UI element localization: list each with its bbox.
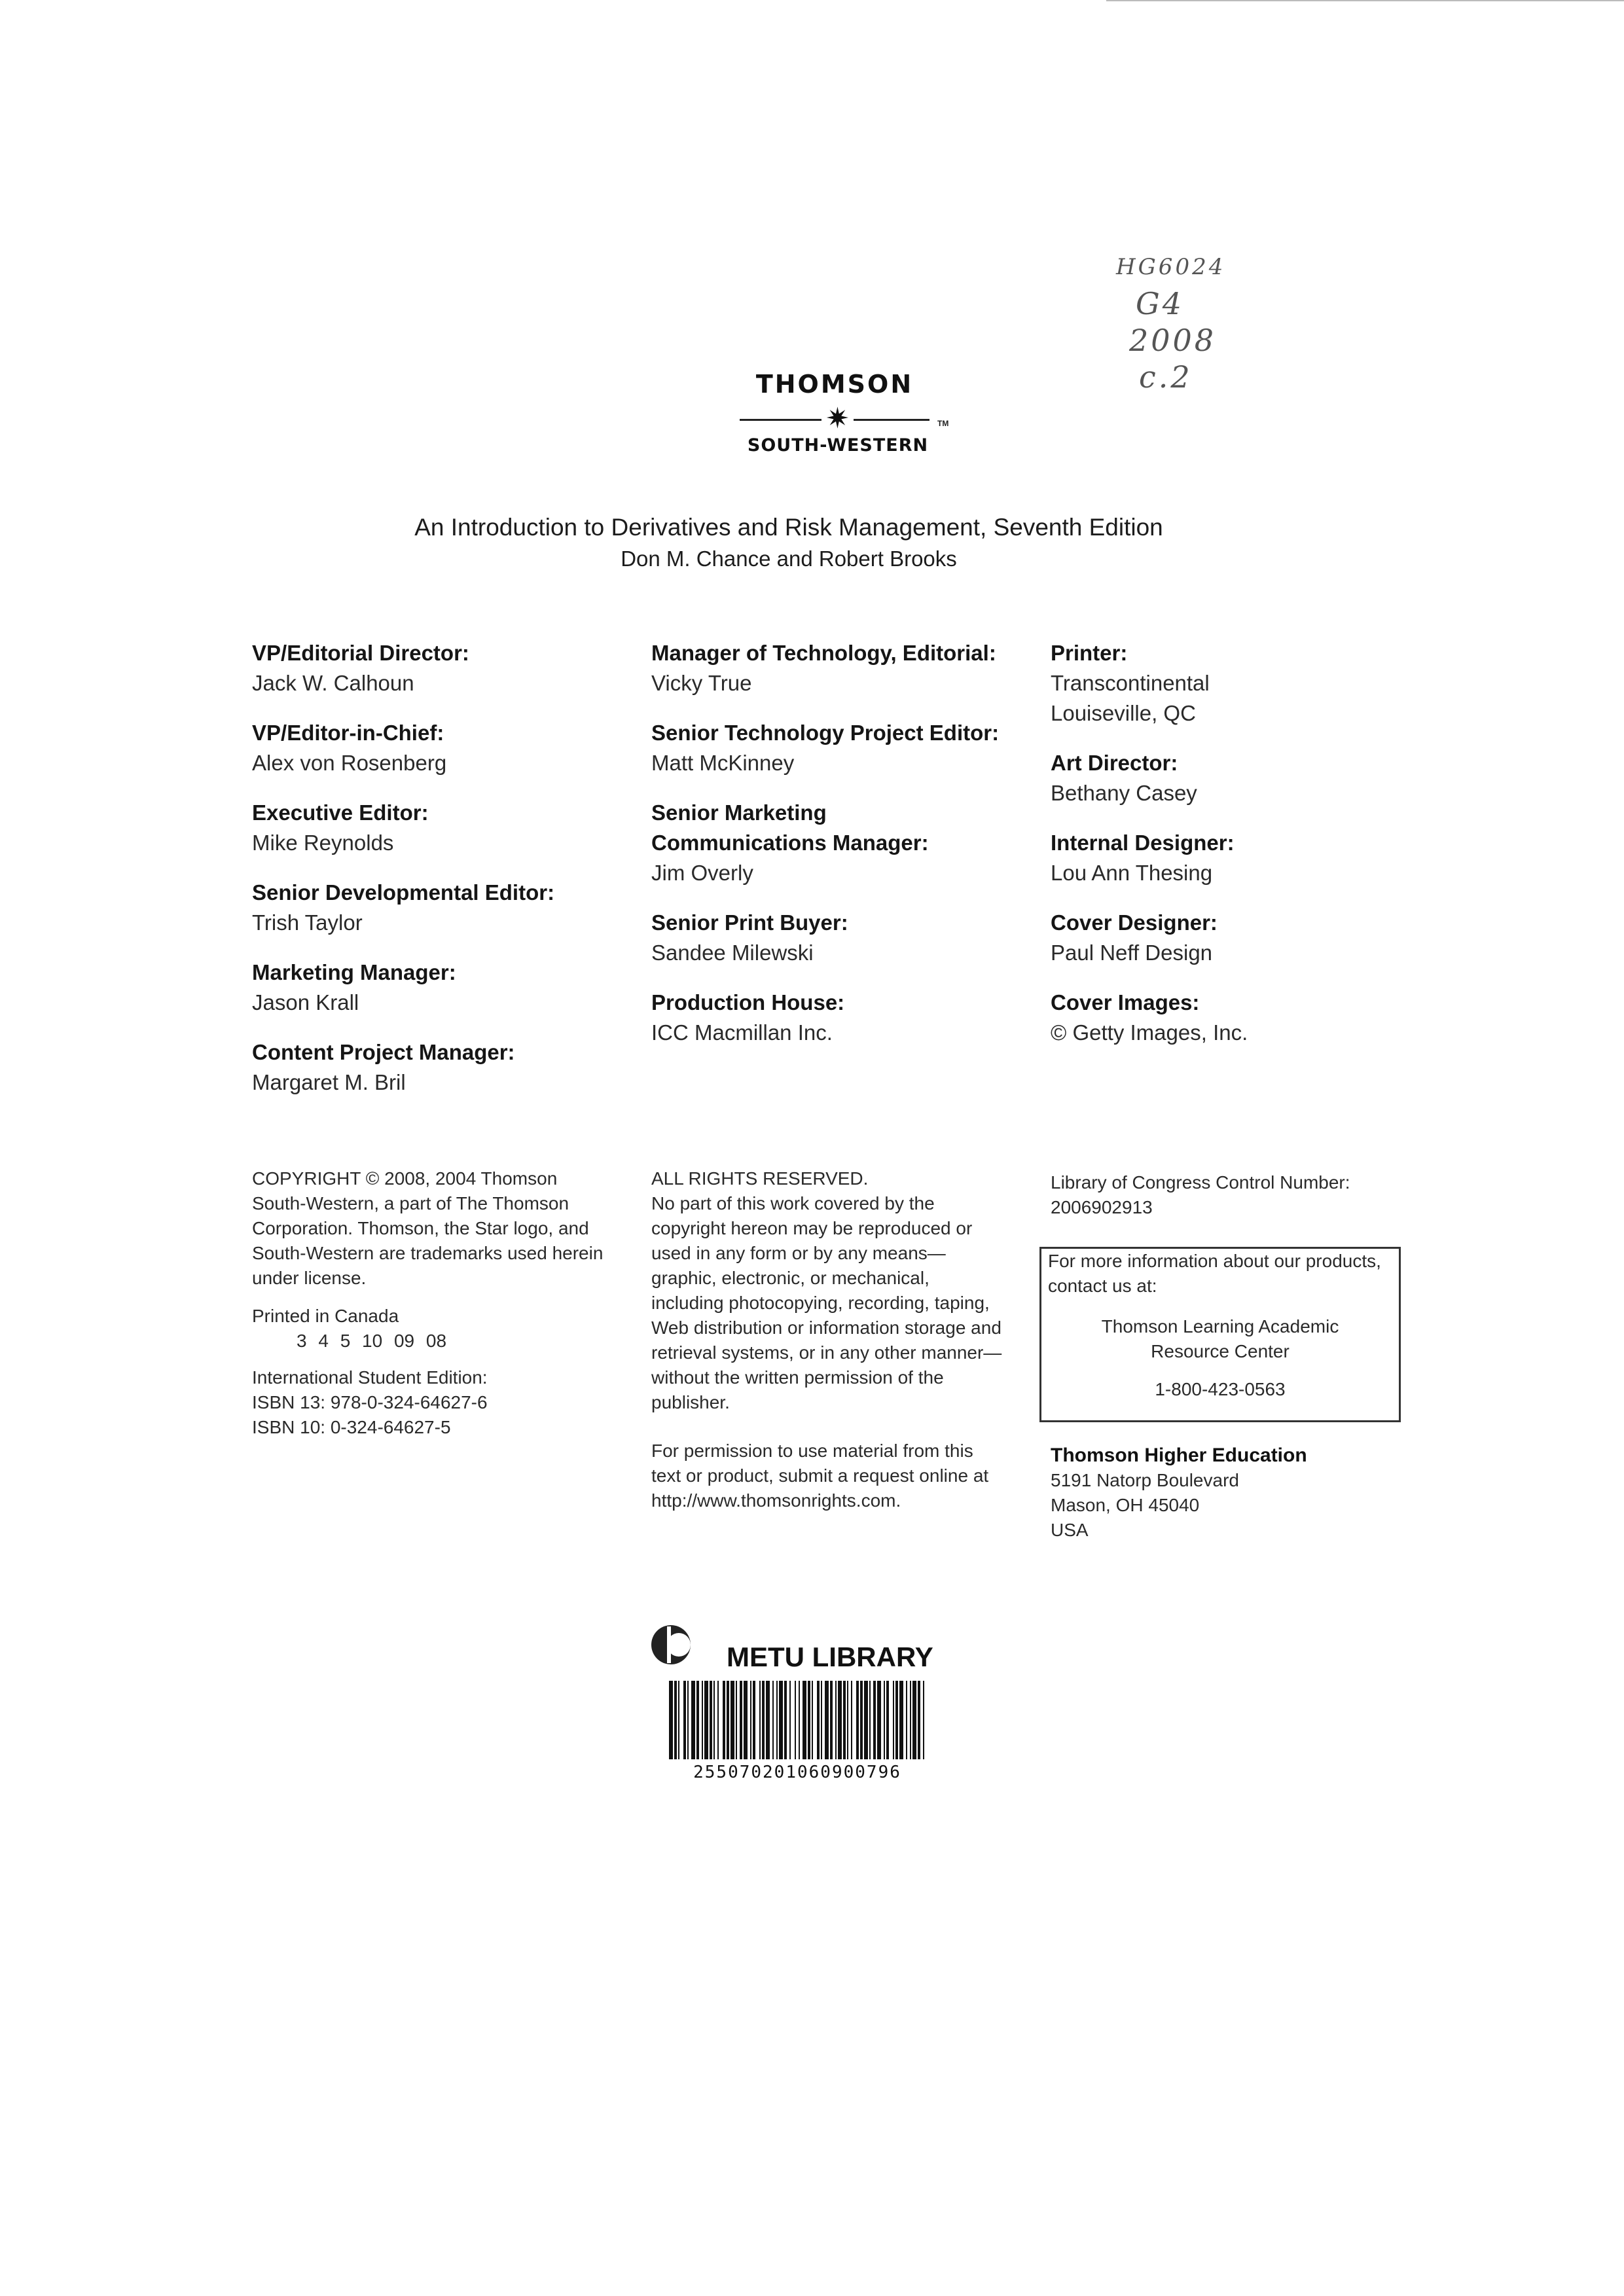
credit-role: Senior Marketing Communications Manager:: [651, 800, 929, 855]
credit-name: Jason Krall: [252, 990, 359, 1014]
credit-name: Alex von Rosenberg: [252, 751, 447, 775]
barcode-bar: [740, 1681, 742, 1759]
barcode-bar: [674, 1681, 677, 1759]
library-name: METU LIBRARY: [727, 1641, 933, 1672]
credit-name: Transcontinental: [1051, 671, 1210, 695]
credit-entry: [252, 798, 619, 858]
credit-entry: [651, 798, 1018, 888]
edition-label: International Student Edition:: [252, 1367, 488, 1388]
credit-role: VP/Editor-in-Chief:: [252, 721, 444, 745]
credit-name: Louiseville, QC: [1051, 701, 1196, 725]
info-box-center: Thomson Learning Academic Resource Center: [1101, 1316, 1339, 1361]
barcode-bar: [687, 1681, 689, 1759]
address-street: 5191 Natorp Boulevard: [1051, 1470, 1239, 1490]
credit-entry: [651, 718, 1018, 778]
copyright-block: [252, 1166, 605, 1440]
handwritten-line: G4: [1136, 286, 1185, 321]
credit-entry: [1051, 638, 1417, 728]
credit-entry: [252, 718, 619, 778]
barcode-bar: [812, 1681, 813, 1759]
loc-number: 2006902913: [1051, 1197, 1153, 1217]
address-city: Mason, OH 45040: [1051, 1495, 1200, 1515]
handwritten-line: 2008: [1129, 323, 1217, 358]
barcode-bar: [691, 1681, 695, 1759]
barcode-bar: [696, 1681, 699, 1759]
barcode-bar: [830, 1681, 833, 1759]
barcode-bar: [877, 1681, 881, 1759]
book-title: An Introduction to Derivatives and Risk Management, Seventh Edition: [414, 514, 1163, 541]
loc-label: Library of Congress Control Number:: [1051, 1172, 1350, 1193]
copyright-notice: COPYRIGHT © 2008, 2004 Thomson South-Western, a part of The Thomson Corporation. Thomson, the Star logo, and South-Western are trademarks used herein under license.: [252, 1168, 604, 1288]
credit-name: Jack W. Calhoun: [252, 671, 414, 695]
barcode-bar: [731, 1681, 734, 1759]
trademark-mark: TM: [937, 419, 949, 428]
barcode-bar: [884, 1681, 885, 1759]
print-line: 3 4 5 10 09 08: [297, 1331, 447, 1351]
isbn-10: ISBN 10: 0-324-64627-5: [252, 1417, 451, 1437]
contact-info-box: [1039, 1247, 1401, 1422]
barcode-bar: [825, 1681, 829, 1759]
barcode-bar: [683, 1681, 686, 1759]
barcode-bar: [795, 1681, 796, 1759]
rights-text: No part of this work covered by the copyright hereon may be reproduced or used in any form or by any means—graphic, electronic, or mechanical, including photocopying, recording, taping, Web distribution or information storage and retrieval systems, or in any other manner—without the written permission of the publisher.: [651, 1193, 1002, 1412]
barcode-bar: [702, 1681, 703, 1759]
barcode-bar: [766, 1681, 770, 1759]
barcode-bar: [910, 1681, 911, 1759]
barcode-bar: [895, 1681, 898, 1759]
handwritten-call-number: [1116, 249, 1352, 395]
credit-entry: [252, 958, 619, 1018]
address-country: USA: [1051, 1520, 1089, 1540]
barcode-bar: [717, 1681, 719, 1759]
barcode-bar: [710, 1681, 712, 1759]
address-name: Thomson Higher Education: [1051, 1444, 1307, 1466]
barcode-bar: [803, 1681, 806, 1759]
credits-column-3: [1051, 638, 1417, 1067]
barcode-bar: [762, 1681, 765, 1759]
credit-entry: [252, 878, 619, 938]
barcode-bar: [704, 1681, 708, 1759]
credit-role: Marketing Manager:: [252, 960, 456, 984]
credit-role: Senior Developmental Editor:: [252, 880, 555, 905]
credit-name: ICC Macmillan Inc.: [651, 1020, 833, 1045]
credit-role: Internal Designer:: [1051, 831, 1235, 855]
credit-entry: [651, 638, 1018, 698]
credit-role: Cover Images:: [1051, 990, 1200, 1014]
credit-name: Paul Neff Design: [1051, 941, 1213, 965]
barcode-bar: [678, 1681, 679, 1759]
rights-block: [651, 1166, 1005, 1513]
publisher-logo-name: THOMSON: [755, 370, 914, 399]
credit-name: Mike Reynolds: [252, 831, 394, 855]
credit-role: Production House:: [651, 990, 845, 1014]
credit-role: Senior Technology Project Editor:: [651, 721, 1000, 745]
barcode-bar: [893, 1681, 894, 1759]
barcode-bar: [851, 1681, 852, 1759]
scan-edge-line: [1106, 0, 1624, 1]
credits-column-1: [252, 638, 619, 1117]
library-logo-icon: [645, 1620, 697, 1672]
credit-role: Art Director:: [1051, 751, 1178, 775]
credit-name: Jim Overly: [651, 861, 753, 885]
barcode-bar: [856, 1681, 859, 1759]
barcode-bar: [886, 1681, 889, 1759]
loc-block: [1051, 1170, 1417, 1220]
barcode-bar: [808, 1681, 810, 1759]
library-barcode: [666, 1681, 928, 1759]
barcode-bar: [873, 1681, 876, 1759]
credit-entry: [651, 988, 1018, 1048]
credits-column-2: [651, 638, 1018, 1067]
credit-role: Cover Designer:: [1051, 910, 1218, 935]
book-authors: Don M. Chance and Robert Brooks: [621, 547, 957, 571]
credit-entry: [252, 638, 619, 698]
printed-in: Printed in Canada: [252, 1306, 399, 1326]
barcode-bar: [799, 1681, 800, 1759]
credit-name: Sandee Milewski: [651, 941, 814, 965]
credit-name: Trish Taylor: [252, 910, 363, 935]
barcode-bar: [779, 1681, 783, 1759]
barcode-bar: [736, 1681, 737, 1759]
barcode-bar: [723, 1681, 725, 1759]
credit-role: Executive Editor:: [252, 800, 429, 825]
credit-entry: [1051, 828, 1417, 888]
credit-entry: [1051, 908, 1417, 968]
barcode-bar: [835, 1681, 837, 1759]
credit-name: Vicky True: [651, 671, 752, 695]
barcode-bar: [843, 1681, 846, 1759]
barcode-bar: [750, 1681, 751, 1759]
barcode-bar: [864, 1681, 868, 1759]
credit-name: Lou Ann Thesing: [1051, 861, 1213, 885]
barcode-number: 255070201060900796: [693, 1763, 901, 1782]
credit-name: Matt McKinney: [651, 751, 795, 775]
credit-entry: [252, 1037, 619, 1098]
credit-entry: [1051, 748, 1417, 808]
barcode-bar: [817, 1681, 820, 1759]
barcode-bar: [899, 1681, 903, 1759]
credit-role: VP/Editorial Director:: [252, 641, 469, 665]
handwritten-line: HG6024: [1116, 254, 1226, 280]
barcode-bar: [759, 1681, 761, 1759]
barcode-bar: [789, 1681, 791, 1759]
credit-role: Manager of Technology, Editorial:: [651, 641, 996, 665]
star-logo-icon: ✷: [821, 404, 854, 433]
barcode-bar: [821, 1681, 822, 1759]
barcode-bar: [727, 1681, 729, 1759]
info-box-phone: 1-800-423-0563: [1155, 1379, 1286, 1399]
credit-entry: [1051, 988, 1417, 1048]
credit-role: Printer:: [1051, 641, 1128, 665]
handwritten-line: c.2: [1139, 359, 1193, 395]
credit-role: Senior Print Buyer:: [651, 910, 848, 935]
publisher-imprint: SOUTH-WESTERN: [747, 435, 929, 456]
barcode-bar: [753, 1681, 755, 1759]
barcode-bar: [923, 1681, 924, 1759]
info-box-intro: For more information about our products, contact us at:: [1048, 1251, 1381, 1296]
credit-name: Margaret M. Bril: [252, 1070, 406, 1094]
isbn-13: ISBN 13: 978-0-324-64627-6: [252, 1392, 488, 1412]
permission-text: For permission to use material from this text or product, submit a request online at http://www.thomsonrights.com.: [651, 1441, 989, 1511]
barcode-bar: [744, 1681, 748, 1759]
barcode-bar: [918, 1681, 920, 1759]
credit-entry: [651, 908, 1018, 968]
barcode-bar: [669, 1681, 673, 1759]
barcode-bar: [860, 1681, 863, 1759]
barcode-bar: [772, 1681, 774, 1759]
barcode-bar: [869, 1681, 871, 1759]
credit-name: Bethany Casey: [1051, 781, 1197, 805]
credit-name: © Getty Images, Inc.: [1051, 1020, 1248, 1045]
credit-role: Content Project Manager:: [252, 1040, 515, 1064]
publisher-address: [1051, 1443, 1417, 1543]
barcode-bar: [906, 1681, 907, 1759]
barcode-bar: [847, 1681, 848, 1759]
barcode-bar: [713, 1681, 715, 1759]
barcode-bar: [776, 1681, 778, 1759]
barcode-bar: [838, 1681, 842, 1759]
rights-heading: ALL RIGHTS RESERVED.: [651, 1168, 869, 1189]
barcode-bar: [912, 1681, 916, 1759]
barcode-bar: [784, 1681, 787, 1759]
